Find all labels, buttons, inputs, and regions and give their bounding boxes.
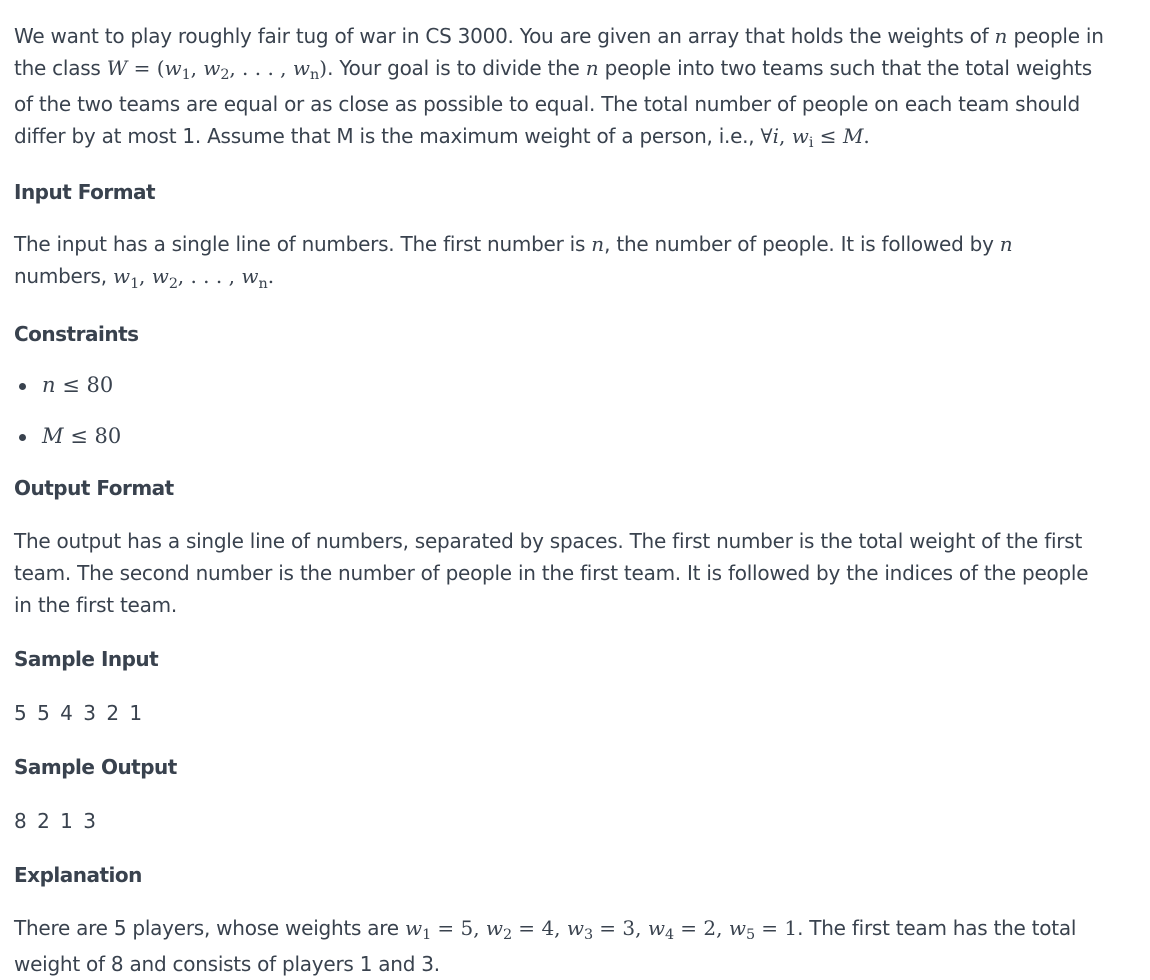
bullet-icon (19, 434, 26, 441)
constraints-list (14, 370, 1110, 452)
output-format-text: The output has a single line of numbers, separated by spaces. The first number is the total weight of the first team. The second number is the number of people in the first team. It is followed by the indices of the people in the first team. (14, 528, 1089, 618)
constraint-item: M ≤ 80 (14, 421, 1110, 452)
output-format-heading: Output Format (14, 475, 174, 500)
bullet-icon (19, 383, 26, 390)
sample-input-heading: Sample Input (14, 646, 159, 671)
constraints-heading: Constraints (14, 321, 139, 346)
sample-output-heading: Sample Output (14, 754, 177, 779)
input-format-text: The input has a single line of numbers. The first number is n, the number of people. It is followed by n numbers, $w_1$, $w_2$, . . . , $w_n$. (14, 232, 1013, 292)
sample-output-text: 8 2 1 3 (14, 808, 98, 833)
explanation-heading: Explanation (14, 863, 142, 888)
input-format-heading: Input Format (14, 180, 156, 205)
constraint-item: n ≤ 80 (14, 370, 1110, 401)
sample-input-text: 5 5 4 3 2 1 (14, 700, 145, 725)
intro-paragraph: We want to play roughly fair tug of war in CS 3000. You are given an array that holds the weights of n people in the class $W = (w_1$, $w_2$, . . . , $w_n$). Your goal is to divide the n people into two teams such that the total weights of the two teams are equal or as close as possible to equal. The total number of people on each team should differ by at most 1. Assume that M is the maximum weight of a person, i.e., ∀i, $w_i \le M$. (14, 24, 1104, 151)
explanation-text: There are 5 players, whose weights are $w_1 = 5$, $w_2 = 4$, $w_3 = 3$, $w_4 = 2$, $w_5 = 1$. The first team has the total weight of 8 and consists of players 1 and 3. (14, 916, 1077, 976)
